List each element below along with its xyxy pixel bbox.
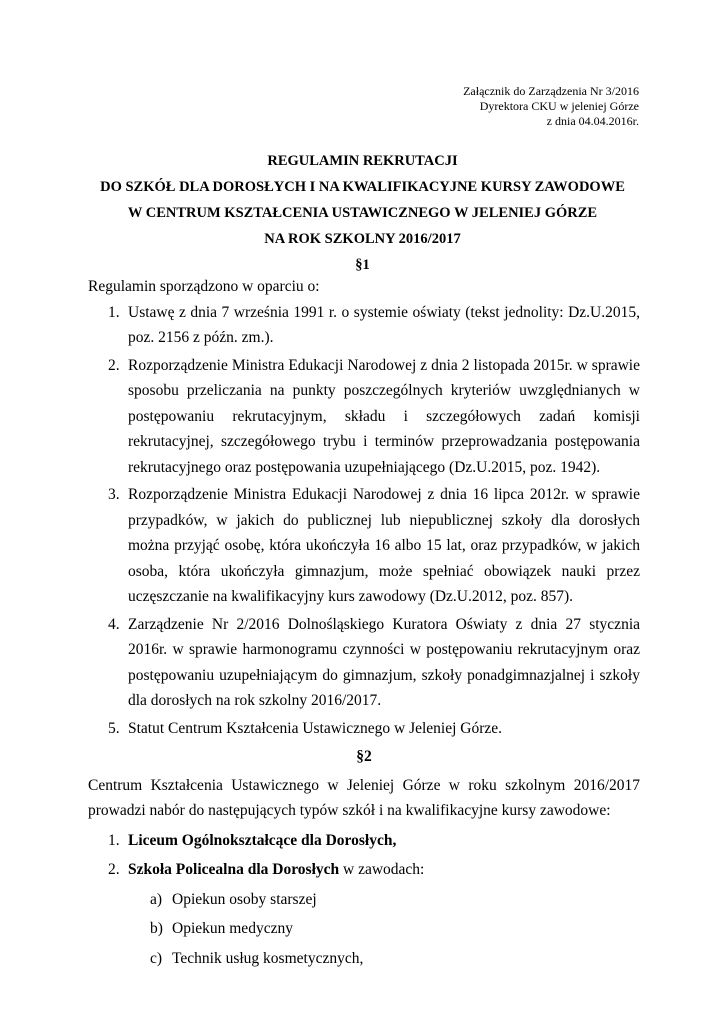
list-item-number: 2. (108, 356, 120, 374)
school-type-name: Szkoła Policealna dla Dorosłych (128, 861, 340, 878)
section-2-sign: §2 (356, 748, 372, 765)
list-item (88, 612, 640, 714)
professions-list (88, 887, 640, 972)
sub-list-item-letter: a) (150, 890, 163, 908)
sub-list-item (88, 916, 640, 942)
list-item-number: 1. (108, 303, 120, 321)
list-item-text: Statut Centrum Kształcenia Ustawicznego w Jeleniej Górze. (128, 719, 503, 737)
list-item-text: Ustawę z dnia 7 września 1991 r. o systemie oświaty (tekst jednolity: Dz.U.2015, poz. 2156 z późn. zm.). (128, 303, 640, 346)
document-title (0, 148, 725, 278)
list-item-number: 5. (108, 719, 120, 737)
sub-list-item-text: Opiekun medyczny (172, 920, 293, 937)
sub-list-item-letter: b) (150, 920, 163, 937)
sub-list-item-letter: c) (150, 949, 163, 967)
legal-basis-list (88, 300, 640, 742)
attachment-note-line-2: Dyrektora CKU w jeleniej Górze (479, 99, 639, 113)
school-type-rest: w zawodach: (339, 861, 425, 878)
section-2-intro: Centrum Kształcenia Ustawicznego w Jeleniej Górze w roku szkolnym 2016/2017 prowadzi nabór do następujących typów szkół i na kwalifikacyjne kursy zawodowe: (88, 776, 640, 819)
sub-list-item (88, 946, 640, 972)
attachment-note-line-1: Załącznik do Zarządzenia Nr 3/2016 (463, 84, 639, 98)
list-item-number: 4. (108, 615, 120, 633)
list-item-text: Zarządzenie Nr 2/2016 Dolnośląskiego Kuratora Oświaty z dnia 27 stycznia 2016r. w sprawie harmonogramu czynności w postępowaniu rekrutacyjnym oraz postępowaniu uzupełniającym do gimnazjum, szkoły ponadgimnazjalnej i szkoły dla dorosłych na rok szkolny 2016/2017. (128, 615, 640, 709)
list-item-number: 2. (108, 861, 120, 878)
list-item (88, 300, 640, 351)
list-item (88, 857, 640, 883)
title-line-3: W CENTRUM KSZTAŁCENIA USTAWICZNEGO W JELENIEJ GÓRZE (127, 205, 598, 221)
school-types-list (88, 828, 640, 883)
sub-list-item-text: Technik usług kosmetycznych, (172, 949, 364, 967)
sub-list-item-text: Opiekun osoby starszej (172, 890, 317, 908)
title-line-2: DO SZKÓŁ DLA DOROSŁYCH I NA KWALIFIKACYJNE KURSY ZAWODOWE (100, 179, 625, 195)
list-item-number: 1. (108, 831, 120, 849)
list-item (88, 353, 640, 481)
list-item-text: Rozporządzenie Ministra Edukacji Narodowej z dnia 16 lipca 2012r. w sprawie przypadków, w jakich do publicznej lub niepublicznej szkoły dla dorosłych można przyjąć osobę, która ukończyła 16 albo 15 lat, oraz przypadków, w jakich osoba, która ukończyła gimnazjum, może spełniać obowiązek nauki przez uczęszczanie na kwalifikacyjny kurs zawodowy (Dz.U.2012, poz. 857). (128, 486, 640, 605)
school-type-name: Liceum Ogólnokształcące dla Dorosłych, (128, 831, 397, 849)
title-line-4: NA ROK SZKOLNY 2016/2017 (264, 231, 461, 247)
list-item (88, 828, 640, 854)
section-1-intro: Regulamin sporządzono w oparciu o: (88, 278, 320, 295)
list-item (88, 482, 640, 610)
title-line-1: REGULAMIN REKRUTACJI (267, 153, 458, 169)
list-item (88, 716, 640, 742)
attachment-note (463, 84, 639, 129)
document-body (88, 274, 640, 975)
attachment-note-line-3: z dnia 04.04.2016r. (546, 114, 639, 128)
sub-list-item (88, 887, 640, 913)
list-item-text: Rozporządzenie Ministra Edukacji Narodowej z dnia 2 listopada 2015r. w sprawie sposobu przeliczania na punkty poszczególnych kryteriów uwzględnianych w postępowaniu rekrutacyjnym, składu i szczegółowych zadań komisji rekrutacyjnej, szczegółowego trybu i terminów przeprowadzania postępowania rekrutacyjnego oraz postępowania uzupełniającego (Dz.U.2015, poz. 1942). (128, 356, 640, 476)
section-1-sign: §1 (355, 257, 370, 273)
list-item-number: 3. (108, 486, 120, 503)
